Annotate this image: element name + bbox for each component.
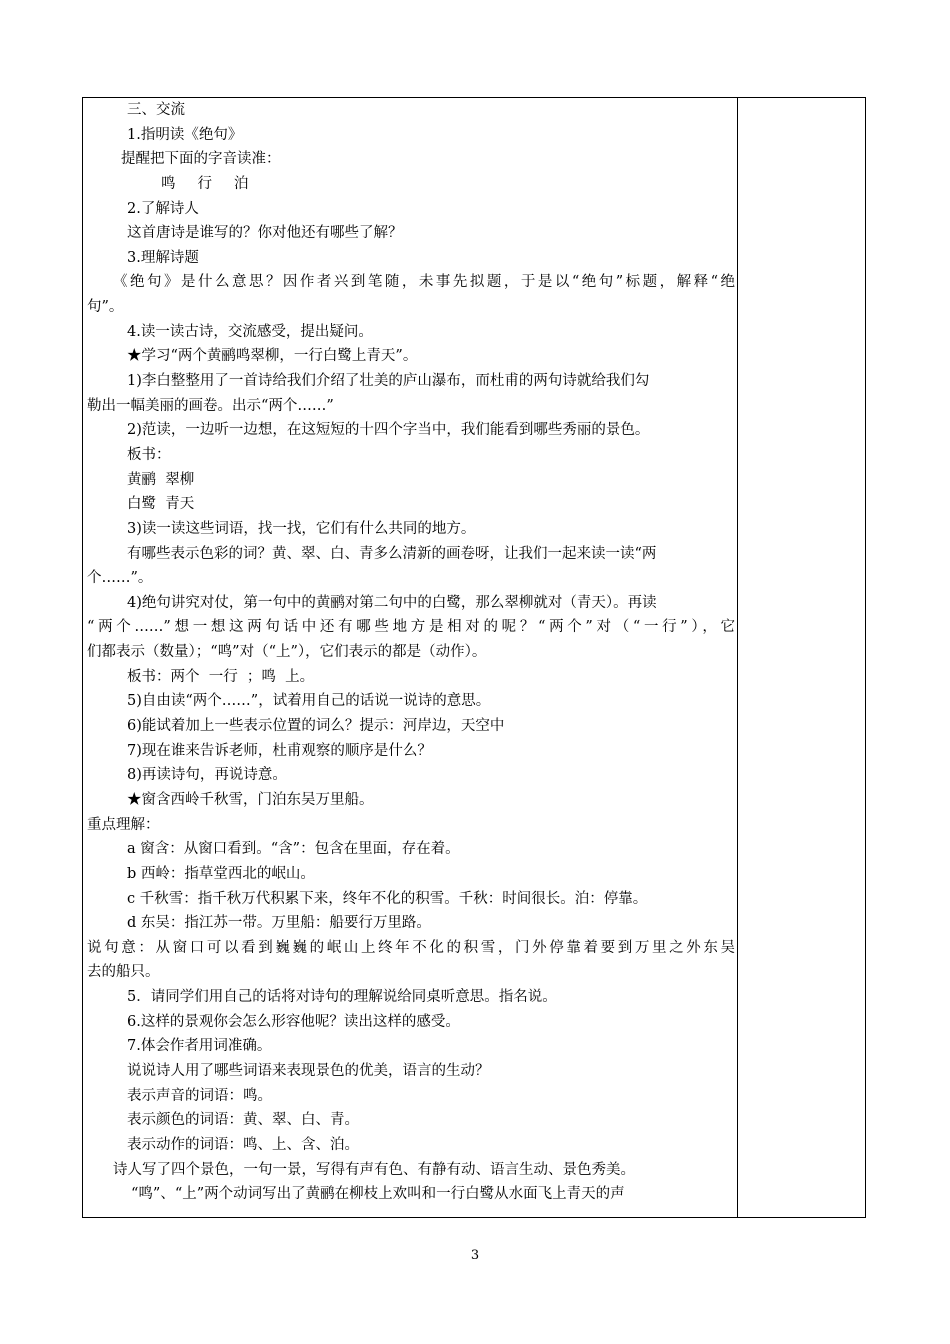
text-line: 说句意：从窗口可以看到巍巍的岷山上终年不化的积雪，门外停靠着要到万里之外东吴 — [87, 939, 735, 956]
page-number: 3 — [470, 1248, 480, 1263]
text-line: ★窗含西岭千秋雪，门泊东吴万里船。 — [127, 791, 374, 808]
text-line: 表示颜色的词语：黄、翠、白、青。 — [127, 1112, 359, 1129]
text-line: ★学习“两个黄鹂鸣翠柳，一行白鹭上青天”。 — [127, 348, 418, 365]
text-line: 7)现在谁来告诉老师，杜甫观察的顺序是什么？ — [127, 742, 432, 759]
text-line: 3)读一读这些词语，找一找，它们有什么共同的地方。 — [127, 520, 476, 537]
text-line: 勒出一幅美丽的画卷。出示“两个……” — [87, 397, 334, 414]
text-line: 6)能试着加上一些表示位置的词么？提示：河岸边，天空中 — [127, 718, 505, 735]
text-line: 板书： — [127, 446, 171, 463]
text-line: 表示动作的词语：鸣、上、含、泊。 — [127, 1136, 359, 1153]
lesson-content-cell — [83, 98, 735, 1207]
text-line: 6.这样的景观你会怎么形容他呢？读出这样的感受。 — [127, 1013, 460, 1030]
text-line: 表示声音的词语：鸣。 — [127, 1087, 272, 1104]
text-line: 去的船只。 — [87, 964, 160, 981]
text-line: 4)绝句讲究对仗，第一句中的黄鹂对第二句中的白鹭，那么翠柳就对（青天）。再读 — [127, 594, 657, 611]
text-line: 有哪些表示色彩的词？黄、翠、白、青多么清新的画卷呀，让我们一起来读一读“两 — [127, 545, 657, 562]
text-line: 黄鹂 翠柳 — [127, 471, 195, 488]
text-line: 8)再读诗句，再说诗意。 — [127, 767, 287, 784]
text-line: 这首唐诗是谁写的？你对他还有哪些了解？ — [127, 225, 403, 242]
text-line: 个……”。 — [87, 570, 153, 587]
text-line: c 千秋雪：指千秋万代积累下来，终年不化的积雪。千秋：时间很长。泊：停靠。 — [127, 890, 648, 907]
text-line: 1)李白整整用了一首诗给我们介绍了壮美的庐山瀑布，而杜甫的两句诗就给我们勾 — [127, 373, 650, 390]
pronunciation-characters — [87, 172, 735, 197]
text-line: 4.读一读古诗，交流感受，提出疑问。 — [127, 323, 373, 340]
lesson-table — [82, 97, 866, 1218]
text-line: 板书：两个 一行 ；鸣 上。 — [127, 668, 315, 685]
column-divider — [737, 98, 738, 1217]
text-line: 《绝句》是什么意思？因作者兴到笔随，未事先拟题，于是以“绝句”标题，解释“绝 — [113, 274, 735, 291]
text-line: 诗人写了四个景色，一句一景，写得有声有色、有静有动、语言生动、景色秀美。 — [113, 1161, 635, 1178]
text-line: 5)自由读“两个……”，试着用自己的话说一说诗的意思。 — [127, 693, 491, 710]
text-line: 1.指明读《绝句》 — [127, 126, 243, 143]
text-line: 2)范读，一边听一边想，在这短短的十四个字当中，我们能看到哪些秀丽的景色。 — [127, 422, 650, 439]
section-heading: 三、交流 — [127, 102, 185, 118]
text-line: 3.理解诗题 — [127, 249, 199, 266]
text-line: 7.体会作者用词准确。 — [127, 1038, 272, 1055]
text-line: 白鹭 青天 — [127, 496, 195, 513]
text-line: d 东吴：指江苏一带。万里船：船要行万里路。 — [127, 915, 431, 932]
text-line: 说说诗人用了哪些词语来表现景色的优美，语言的生动？ — [127, 1062, 490, 1079]
text-line: 2.了解诗人 — [127, 200, 199, 217]
text-line: 提醒把下面的字音读准： — [121, 151, 281, 168]
text-line: 句”。 — [87, 299, 124, 316]
text-line: “鸣”、“上”两个动词写出了黄鹂在柳枝上欢叫和一行白鹭从水面飞上青天的声 — [131, 1186, 625, 1203]
text-line: 5．请同学们用自己的话将对诗句的理解说给同桌听意思。指名说。 — [127, 989, 557, 1006]
text-line: “两个……”想一想这两句话中还有哪些地方是相对的呢？“两个”对（“一行”），它 — [87, 619, 735, 636]
text-line: 重点理解： — [87, 816, 160, 833]
character: 泊 — [234, 175, 249, 192]
text-line: b 西岭：指草堂西北的岷山。 — [127, 865, 315, 882]
character: 行 — [197, 175, 212, 192]
text-line: a 窗含：从窗口看到。“含”：包含在里面，存在着。 — [127, 841, 460, 858]
text-line: 们都表示（数量）；“鸣”对（“上”），它们表示的都是（动作）。 — [87, 644, 487, 661]
character: 鸣 — [161, 175, 176, 192]
